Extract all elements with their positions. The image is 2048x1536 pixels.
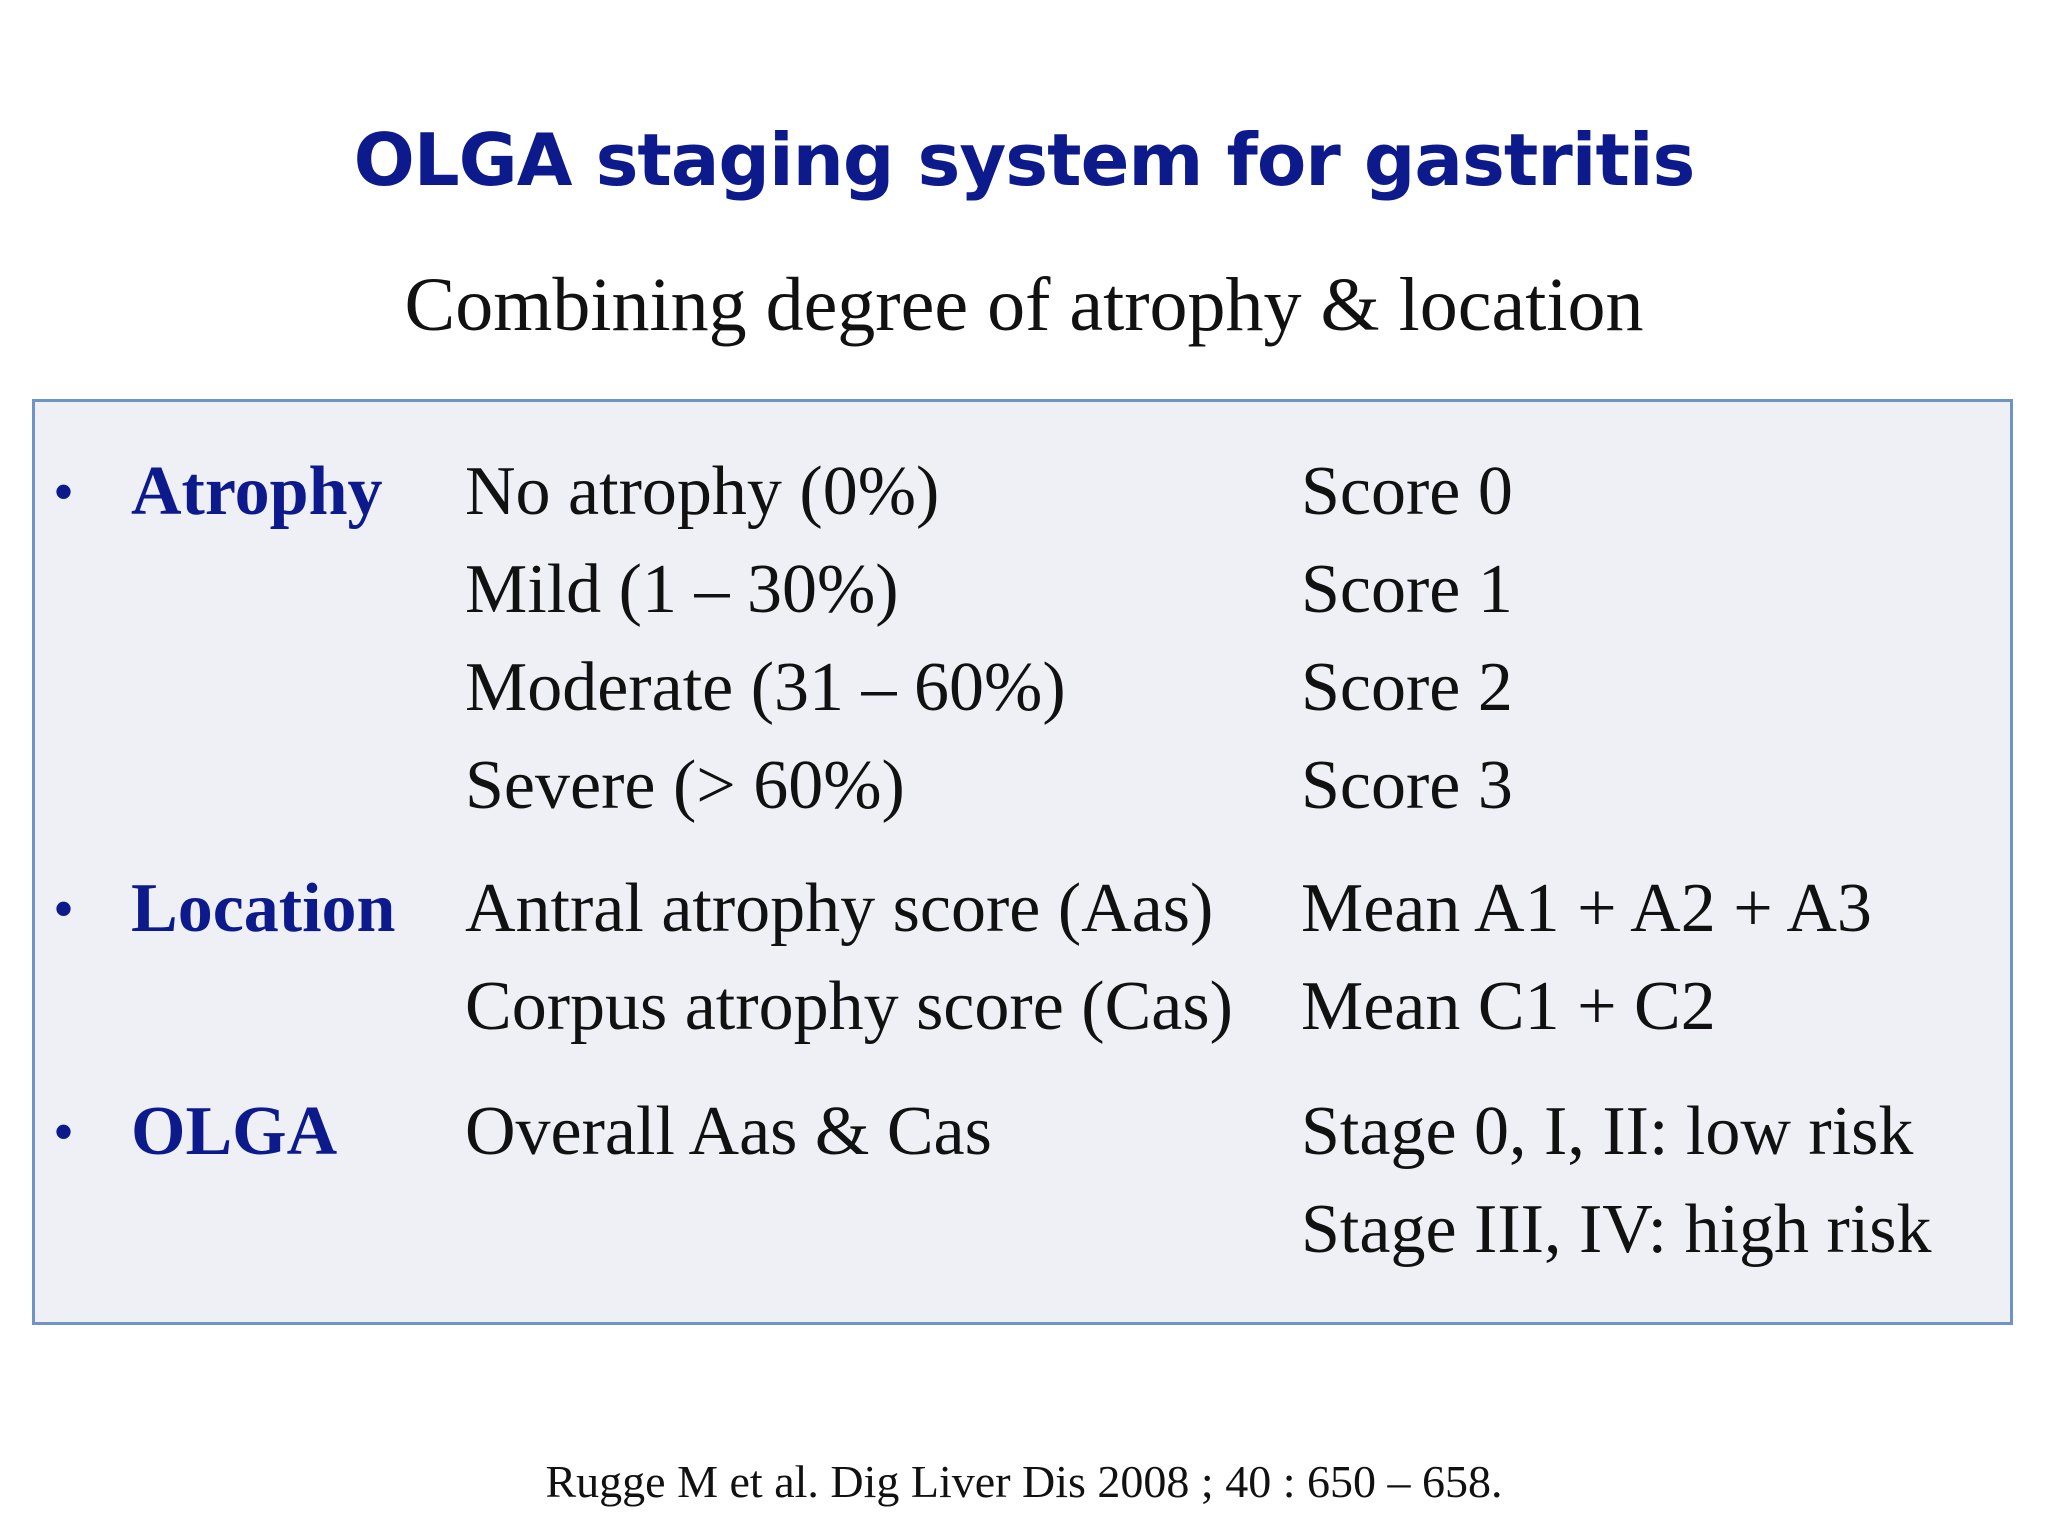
atrophy-score: Score 0	[1301, 453, 1513, 530]
citation: Rugge M et al. Dig Liver Dis 2008 ; 40 : 650 – 658.	[545, 1456, 1503, 1507]
category-location: Location	[131, 870, 396, 947]
atrophy-score: Score 3	[1301, 747, 1513, 824]
atrophy-description: Mild (1 – 30%)	[465, 551, 899, 628]
bullet-icon: •	[53, 1099, 75, 1165]
location-description: Corpus atrophy score (Cas)	[465, 968, 1233, 1045]
location-formula: Mean A1 + A2 + A3	[1301, 870, 1872, 947]
atrophy-description: No atrophy (0%)	[465, 453, 940, 530]
content-box	[32, 399, 2013, 1325]
bullet-icon: •	[53, 876, 75, 942]
atrophy-description: Moderate (31 – 60%)	[465, 649, 1066, 726]
category-olga: OLGA	[131, 1093, 338, 1170]
category-atrophy: Atrophy	[131, 453, 383, 530]
olga-risk-high: Stage III, IV: high risk	[1301, 1191, 1932, 1268]
bullet-icon: •	[53, 459, 75, 525]
olga-risk-low: Stage 0, I, II: low risk	[1301, 1093, 1914, 1170]
slide-subtitle: Combining degree of atrophy & location	[404, 263, 1644, 347]
location-description: Antral atrophy score (Aas)	[465, 870, 1214, 947]
atrophy-score: Score 1	[1301, 551, 1513, 628]
slide-title: OLGA staging system for gastritis	[353, 118, 1695, 202]
olga-description: Overall Aas & Cas	[465, 1093, 992, 1170]
atrophy-description: Severe (> 60%)	[465, 747, 905, 824]
location-formula: Mean C1 + C2	[1301, 968, 1716, 1045]
atrophy-score: Score 2	[1301, 649, 1513, 726]
